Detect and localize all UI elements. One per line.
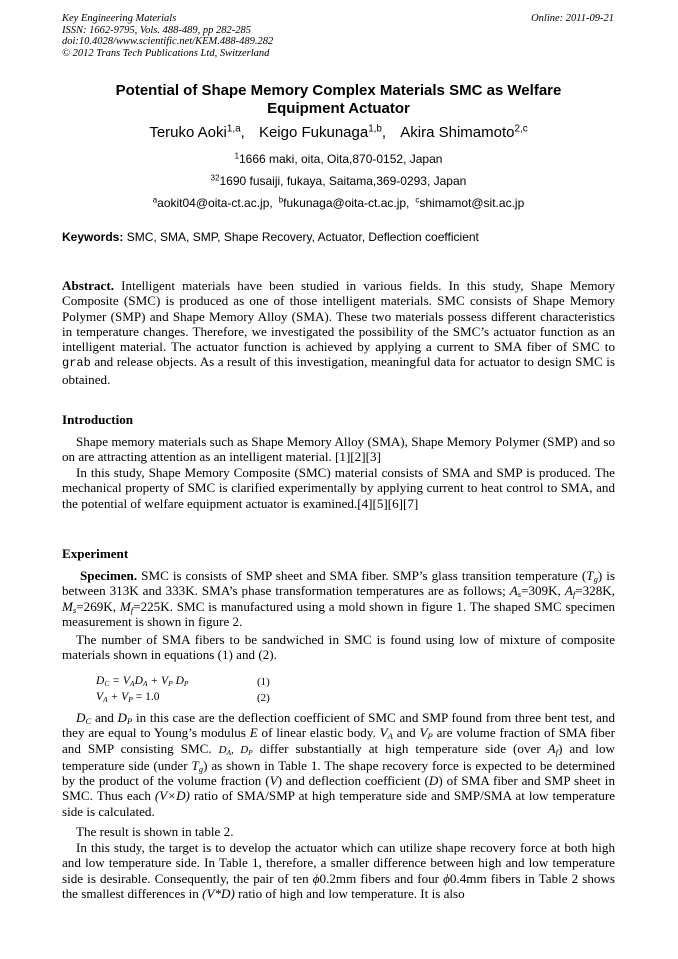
title-line-1: Potential of Shape Memory Complex Materials SMC as Welfare <box>115 82 562 99</box>
author: Teruko Aoki$^{1,a}$, <box>149 123 245 141</box>
intro-paragraph: In this study, Shape Memory Composite (SMC) material consists of SMA and SMP is produced. The mechanical property of SMC is clarified experimentally by applying current to heat control to SMA, and the potential of welfare equipment actuator is examined.[4][5][6][7] <box>62 465 615 511</box>
intro-paragraph: Shape memory materials such as Shape Memory Alloy (SMA), Shape Memory Polymer (SMP) and so on are attracting attention as an intelligent material. [1][2][3] <box>62 434 615 465</box>
abstract-mono-word: grab <box>62 356 91 371</box>
author-list <box>62 124 615 141</box>
keywords-label: Keywords: <box>62 230 124 244</box>
author: Keigo Fukunaga$^{1,b}$, <box>258 123 387 141</box>
copyright-line: © 2012 Trans Tech Publications Ltd, Switzerland <box>62 47 270 59</box>
equation-1: $D_C = V_AD_A + V_P$ $D_P$ <box>96 675 189 688</box>
affiliation: $^1$1666 maki, oita, Oita,870-0152, Japan <box>234 151 443 166</box>
keywords <box>62 230 615 244</box>
journal-name: Key Engineering Materials <box>62 13 177 24</box>
journal-header <box>62 13 362 59</box>
doi-line: doi:10.4028/www.scientific.net/KEM.488-489.282 <box>62 36 274 48</box>
abstract-label: Abstract. <box>62 278 114 293</box>
keywords-text: SMC, SMA, SMP, Shape Recovery, Actuator, Deflection coefficient <box>126 230 479 244</box>
equation-2: $V_A + V_P = 1.0$ <box>96 691 160 704</box>
online-date: Online: 2011-09-21 <box>531 13 614 24</box>
email[interactable]: $^a$aokit04@oita-ct.ac.jp, <box>152 195 273 210</box>
abstract: Abstract. Intelligent materials have been studied in various fields. In this study, Shape Memory Composite (SMC) is produced as one of those intelligent materials. SMC consists of Shape Memory Polymer (SMP) and Shape Memory Alloy (SMA). These two materials possess different characteristics in temperature changes. Therefore, we investigated the possibility of the SMC’s actuator function as an intelligent material. The actuator function is achieved by applying a current to SMA fiber of SMC to grab and release objects. As a result of this investigation, meaningful data for actuator to design SMC is obtained. <box>62 278 615 387</box>
author: Akira Shimamoto$^{2,c}$ <box>400 123 528 141</box>
title-line-2: Equipment Actuator <box>267 100 410 117</box>
experiment-paragraph: The number of SMA fibers to be sandwiched in SMC is found using low of mixture of composite materials shown in equations (1) and (2). <box>62 632 615 663</box>
email-list <box>62 196 615 210</box>
experiment-paragraph: $D_C$ and $D_P$ in this case are the deflection coefficient of SMC and SMP found from three bent test, and they are equal to Young’s modulus E of linear elastic body. $V_A$ and $V_P$ are volume fraction of SMA fiber and SMP consisting SMC. $D_A$, $D_P$ differ substantially at high temperature side (over $A_f$) and low temperature side (under $T_g$) as shown in Table 1. The shape recovery force is expected to be determined by the product of the volume fraction (V) and deflection coefficient (D) of SMA fiber and SMP sheet in SMC. Thus each (V×D) ratio of SMA/SMP at high temperature side and SMP/SMA at low temperature side is calculated. <box>62 710 616 819</box>
email[interactable]: $^c$shimamot@sit.ac.jp <box>415 195 525 210</box>
equation-number: (1) <box>257 676 270 688</box>
subsection-label: Specimen. <box>80 568 138 583</box>
experiment-paragraph: Specimen. SMC is consists of SMP sheet and SMA fiber. SMP’s glass transition temperature $(T_g)$ is between 313K and 333K. SMA’s phase transformation temperatures are as follows; $A_s=309K$, $A_f=328K$, $M_s=269K$, $M_f=225K$. SMC is manufactured using a mold shown in figure 1. The shaped SMC specimen measurement is shown in figure 2. <box>62 568 616 629</box>
section-heading-experiment: Experiment <box>62 546 129 561</box>
paper-title <box>62 82 615 118</box>
issn-line: ISSN: 1662-9795, Vols. 488-489, pp 282-285 <box>62 24 251 36</box>
equation-number: (2) <box>257 692 270 704</box>
section-heading-introduction: Introduction <box>62 412 134 427</box>
affiliation: $^{32}$1690 fusaiji, fukaya, Saitama,369-0293, Japan <box>210 173 467 188</box>
experiment-paragraph: In this study, the target is to develop the actuator which can utilize shape recovery force at both high and low temperature side. In Table 1, therefore, a smaller difference between high and low temperature side is desirable. Consequently, the pair of ten ϕ0.2mm fibers and four ϕ0.4mm fibers in Table 2 shows the smallest differences in (V*D) ratio of high and low temperature. It is also <box>62 840 616 901</box>
experiment-paragraph: The result is shown in table 2. <box>76 824 234 839</box>
email[interactable]: $^b$fukunaga@oita-ct.ac.jp, <box>278 195 410 210</box>
